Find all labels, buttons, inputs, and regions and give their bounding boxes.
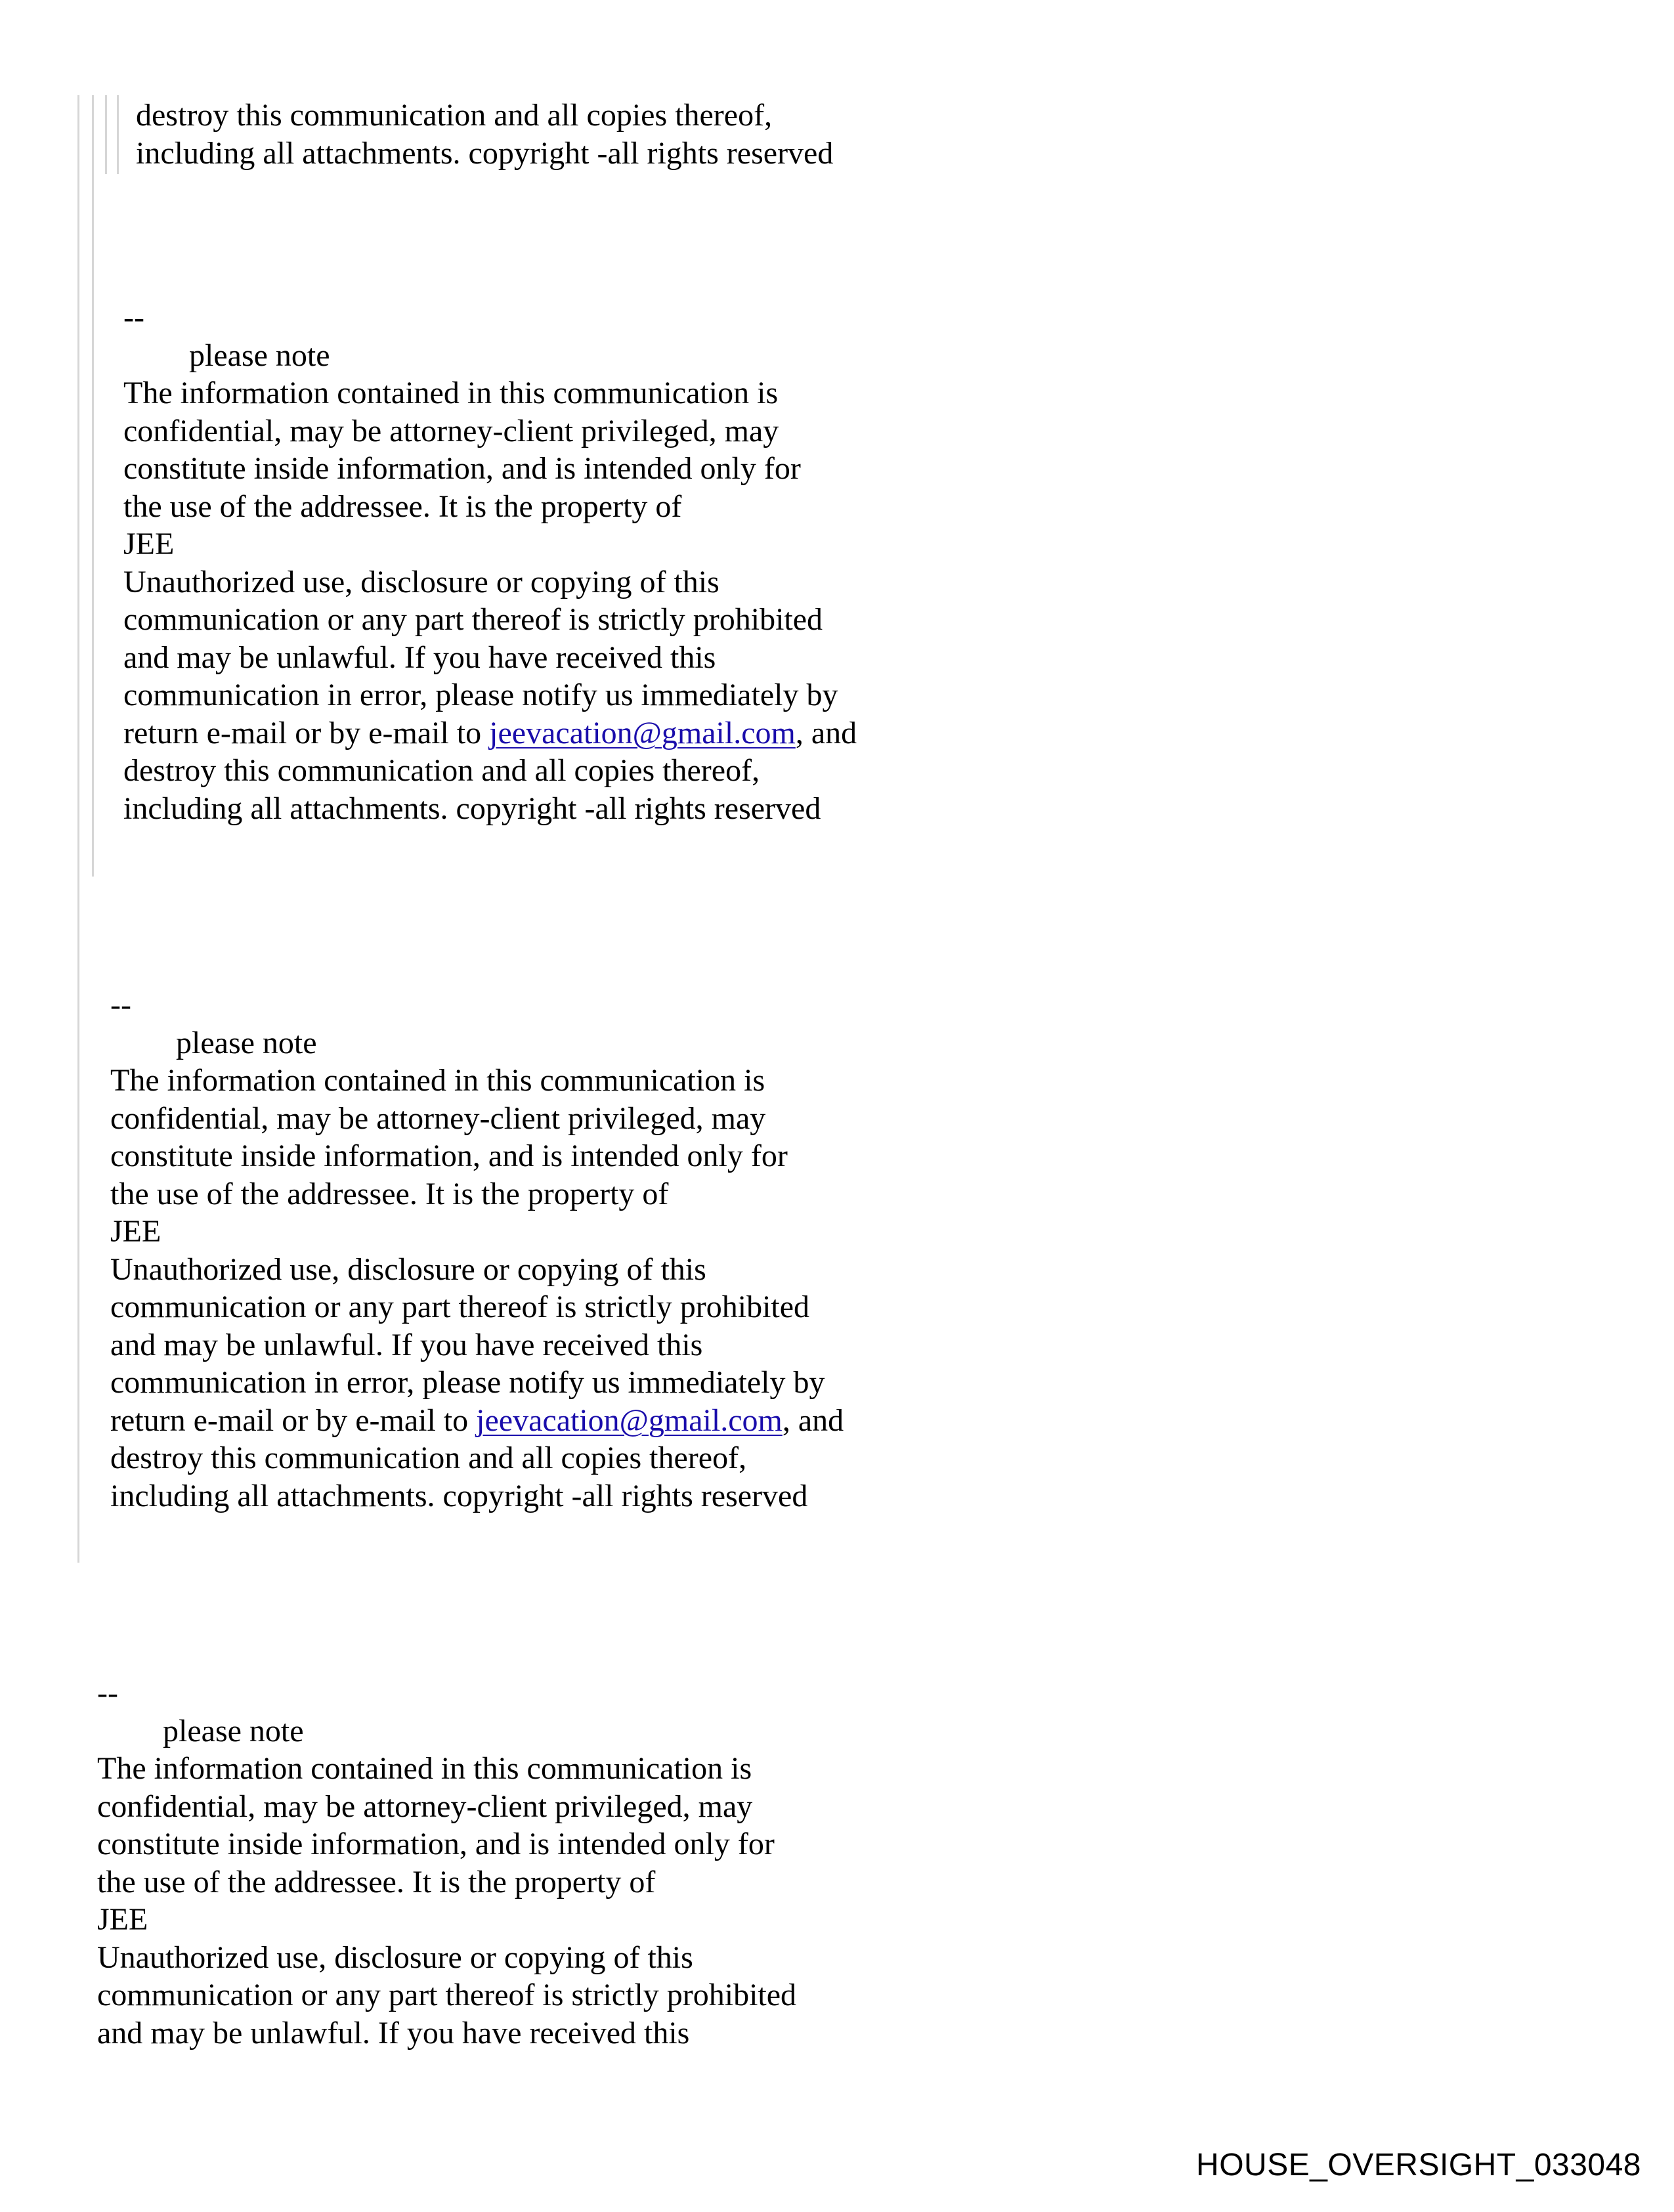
separator: --: [123, 300, 144, 335]
text-line: communication in error, please notify us immediately by: [123, 678, 838, 712]
text-line: destroy this communication and all copies thereof,: [123, 753, 760, 788]
text-line-with-email: [110, 1402, 844, 1440]
text-line: Unauthorized use, disclosure or copying of this: [123, 564, 719, 599]
text-line: The information contained in this communication is: [110, 1063, 765, 1098]
text-line: the use of the addressee. It is the property of: [123, 488, 682, 524]
text-line: the use of the addressee. It is the property of: [97, 1864, 656, 1899]
quote-bar-middle: [92, 95, 94, 877]
text-line: communication in error, please notify us immediately by: [110, 1365, 825, 1400]
quote-bar-innermost: [117, 95, 119, 174]
separator: --: [97, 1676, 118, 1710]
text-fragment: return e-mail or by e-mail to: [110, 1402, 477, 1438]
text-line: destroy this communication and all copies thereof,: [136, 98, 773, 133]
text-line: constitute inside information, and is intended only for: [110, 1139, 788, 1173]
text-line: the use of the addressee. It is the property of: [110, 1176, 669, 1211]
signature-block-2: [110, 986, 844, 1515]
quote-bar-outer: [77, 95, 79, 1563]
text-line: Unauthorized use, disclosure or copying of this: [110, 1251, 706, 1287]
text-line: confidential, may be attorney-client privileged, may: [110, 1100, 766, 1136]
email-link[interactable]: jeevacation@gmail.com: [476, 1402, 783, 1438]
text-line: communication or any part thereof is strictly prohibited: [110, 1290, 810, 1324]
email-link[interactable]: jeevacation@gmail.com: [489, 715, 796, 750]
text-line-with-email: [123, 714, 857, 752]
text-line: The information contained in this communication is: [123, 376, 779, 410]
text-line: Unauthorized use, disclosure or copying of this: [97, 1940, 693, 1975]
text-line: constitute inside information, and is intended only for: [123, 451, 801, 486]
please-note-heading: please note: [176, 1025, 317, 1060]
text-line: confidential, may be attorney-client privileged, may: [123, 413, 779, 448]
text-line: including all attachments. copyright -all rights reserved: [110, 1478, 808, 1513]
please-note-heading: please note: [189, 337, 330, 373]
text-line: JEE: [97, 1902, 148, 1937]
text-fragment: return e-mail or by e-mail to: [123, 715, 490, 750]
text-line: and may be unlawful. If you have received this: [97, 2015, 690, 2050]
text-line: including all attachments. copyright -all rights reserved: [136, 135, 834, 171]
text-line: confidential, may be attorney-client privileged, may: [97, 1789, 753, 1824]
text-line: The information contained in this communication is: [97, 1751, 752, 1786]
text-fragment: , and: [782, 1402, 844, 1438]
top-fragment: [136, 97, 833, 172]
please-note-heading: please note: [163, 1713, 304, 1748]
text-line: constitute inside information, and is intended only for: [97, 1827, 775, 1861]
bates-number: HOUSE_OVERSIGHT_033048: [1196, 2148, 1641, 2182]
signature-block-3: [97, 1674, 796, 2052]
text-line: JEE: [123, 527, 175, 561]
text-line: including all attachments. copyright -all rights reserved: [123, 791, 821, 826]
text-line: and may be unlawful. If you have received this: [123, 640, 716, 675]
separator: --: [110, 987, 131, 1022]
text-line: JEE: [110, 1214, 161, 1249]
text-line: and may be unlawful. If you have received this: [110, 1327, 703, 1362]
quote-bar-inner: [105, 95, 107, 174]
text-line: communication or any part thereof is strictly prohibited: [97, 1978, 797, 2012]
text-line: destroy this communication and all copies thereof,: [110, 1441, 747, 1475]
text-fragment: , and: [795, 715, 857, 750]
signature-block-1: [123, 299, 857, 827]
text-line: communication or any part thereof is strictly prohibited: [123, 602, 823, 637]
